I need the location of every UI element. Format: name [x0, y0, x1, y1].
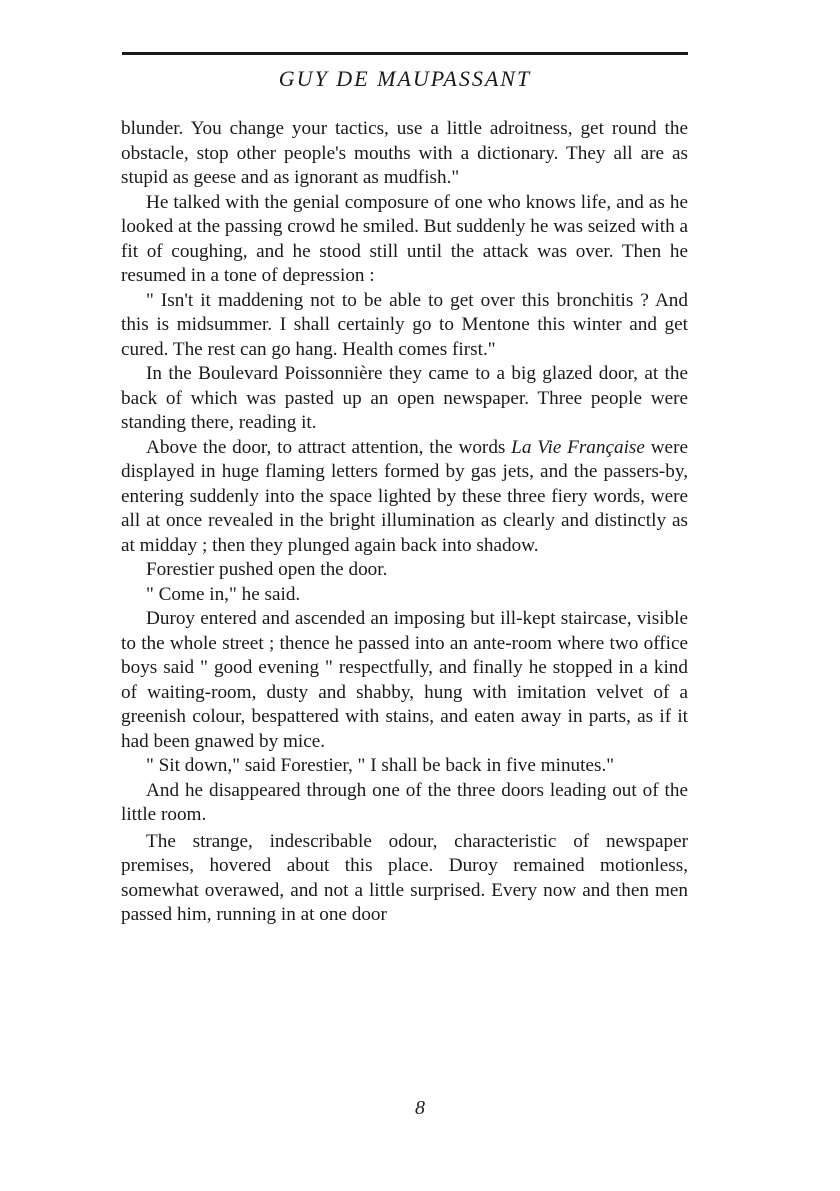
paragraph: " Come in," he said.: [146, 583, 301, 605]
page-number: 8: [415, 1097, 425, 1119]
header-rule: [122, 52, 688, 55]
paragraph-text: were displayed in huge flaming letters formed by gas jets, and the passers-by, entering suddenly into the space lighted by these three fiery words, were all at once revealed in the bright illumination as clearly and distinctly as at midday ; then they plunged again back into shadow.: [121, 436, 688, 556]
paragraph: blunder. You change your tactics, use a little adroitness, get round the obstacle, stop other people's mouths with a dictionary. They all are as stupid as geese and as ignorant as mudfish.": [121, 118, 688, 188]
paragraph: He talked with the genial composure of one who knows life, and as he looked at the passing crowd he smiled. But suddenly he was seized with a fit of coughing, and he stood still until the attack was over. Then he resumed in a tone of depression :: [121, 191, 688, 286]
paragraph: " Isn't it maddening not to be able to get over this bronchitis ? And this is midsummer. I shall certainly go to Mentone this winter and get cured. The rest can go hang. Health comes first.": [121, 289, 688, 360]
paragraph: [121, 436, 688, 559]
body-text: [121, 117, 688, 928]
running-head: GUY DE MAUPASSANT: [278, 66, 532, 91]
journal-title: La Vie Française: [511, 436, 645, 458]
paragraph: The strange, indescribable odour, characteristic of newspaper premises, hovered about this place. Duroy remained motionless, somewhat overawed, and not a little surprised. Every now and then men passed him, running in at one door: [121, 830, 688, 925]
paragraph: Forestier pushed open the door.: [146, 559, 388, 580]
paragraph: " Sit down," said Forestier, " I shall be back in five minutes.": [146, 755, 615, 776]
paragraph: And he disappeared through one of the three doors leading out of the little room.: [121, 779, 688, 825]
paragraph-text: Above the door, to attract attention, the words: [146, 436, 512, 458]
paragraph: In the Boulevard Poissonnière they came to a big glazed door, at the back of which was pasted up an open newspaper. Three people were standing there, reading it.: [121, 363, 688, 433]
paragraph: Duroy entered and ascended an imposing but ill-kept staircase, visible to the whole street ; thence he passed into an ante-room where two office boys said " good evening " respectfully, and finally he stopped in a kind of waiting-room, dusty and shabby, hung with imitation velvet of a greenish colour, bespattered with stains, and eaten away in parts, as if it had been gnawed by mice.: [121, 608, 688, 752]
